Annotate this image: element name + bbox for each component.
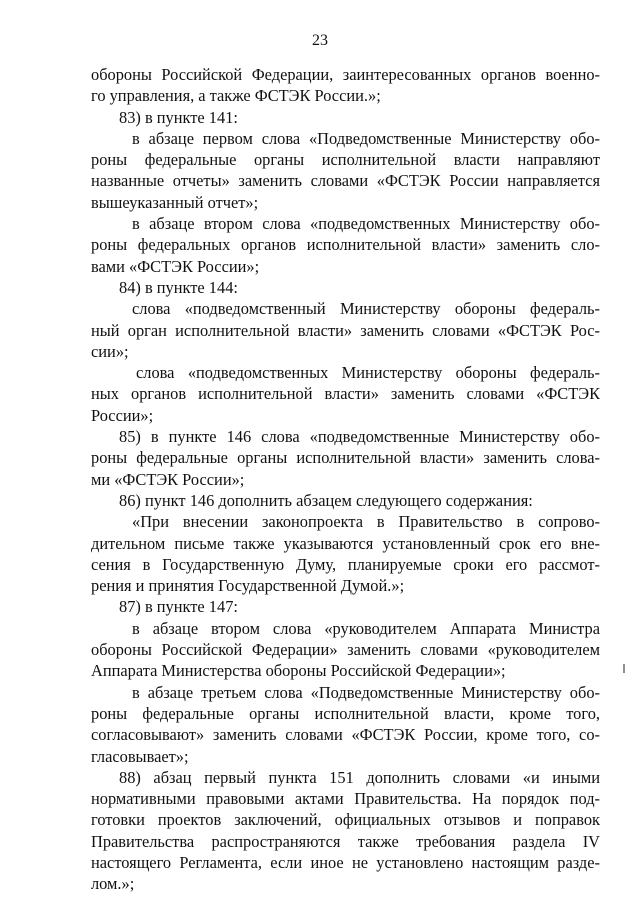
text-line: в абзаце первом слова «Подведомственные Министерству обо- [132,128,600,148]
document-body [91,64,600,895]
text-line: вышеуказанный отчет»; [91,192,259,212]
text-line: лом.»; [91,874,135,894]
text-line: нормативными правовыми актами Правительства. На порядок под- [91,789,600,809]
text-line: названные отчеты» заменить словами «ФСТЭК России направляется [91,171,600,191]
text-line: роны федеральные органы исполнительной власти» заменить слова- [91,448,600,468]
text-line: в абзаце втором слова «подведомственных Министерству обо- [132,214,600,234]
text-line: рения и принятия Государственной Думой.»; [91,576,405,596]
text-line: в абзаце втором слова «руководителем Аппарата Министра [132,618,600,638]
text-line: ный орган исполнительной власти» заменить словами «ФСТЭК Рос- [91,320,600,340]
text-line: сения в Государственную Думу, планируемые сроки его рассмот- [91,554,600,574]
text-line: сии»; [91,341,129,361]
text-line: вами «ФСТЭК России»; [91,256,260,276]
text-line: го управления, а также ФСТЭК России.»; [91,86,381,106]
text-line: России»; [91,405,154,425]
text-line: Аппарата Министерства обороны Российской Федерации»; [91,661,506,681]
item-heading-85: 85) в пункте 146 слова «подведомственные Министерству обо- [119,427,600,447]
item-heading-84: 84) в пункте 144: [119,277,238,297]
text-line: слова «подведомственный Министерству обороны федераль- [132,299,600,319]
text-line: роны федеральных органов исполнительной власти» заменить сло- [91,235,600,255]
text-line: гласовывает»; [91,746,189,766]
text-line: настоящего Регламента, если иное не установлено настоящим разде- [91,852,600,872]
text-line: роны федеральные органы исполнительной власти, кроме того, [91,703,600,723]
text-line: готовки проектов заключений, официальных отзывов и поправок [91,810,600,830]
text-line: Правительства распространяются также требования раздела IV [91,831,600,851]
item-heading-83: 83) в пункте 141: [119,107,238,127]
text-line: «При внесении законопроекта в Правительство в сопрово- [132,512,600,532]
item-heading-88: 88) абзац первый пункта 151 дополнить словами «и иными [119,767,600,787]
scan-artifact [623,664,625,673]
text-line: ми «ФСТЭК России»; [91,469,245,489]
text-line: обороны Российской Федерации, заинтересованных органов военно- [91,65,600,84]
text-line: слова «подведомственных Министерству обороны федераль- [136,363,600,383]
item-heading-86: 86) пункт 146 дополнить абзацем следующего содержания: [119,490,533,510]
text-line: согласовывают» заменить словами «ФСТЭК России, кроме того, со- [91,725,600,745]
page-number: 23 [312,32,328,49]
text-line: обороны Российской Федерации» заменить словами «руководителем [91,640,600,660]
text-line: дительном письме также указываются установленный срок его вне- [91,533,600,553]
text-line: ных органов исполнительной власти» заменить словами «ФСТЭК [91,384,600,404]
item-heading-87: 87) в пункте 147: [119,597,238,617]
text-line: в абзаце третьем слова «Подведомственные Министерству обо- [132,682,600,702]
text-line: роны федеральные органы исполнительной власти направляют [91,150,600,170]
